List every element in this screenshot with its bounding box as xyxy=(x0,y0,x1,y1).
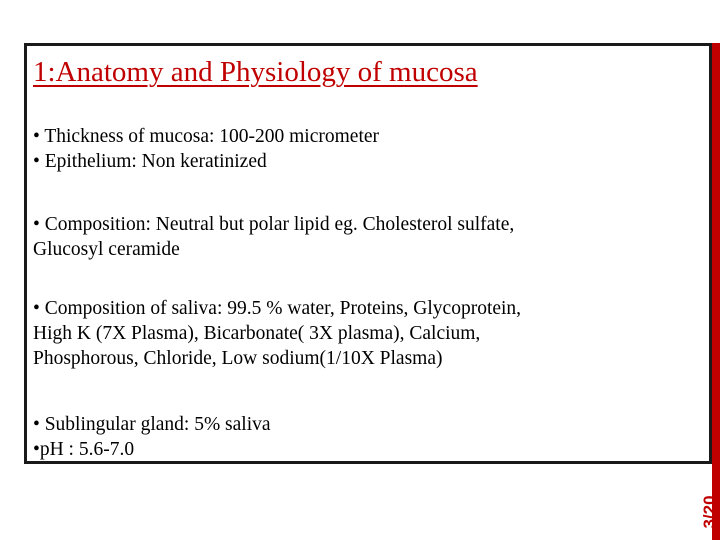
slide-title: 1:Anatomy and Physiology of mucosa xyxy=(33,56,478,88)
bullet-saliva-line-2: High K (7X Plasma), Bicarbonate( 3X plasma), Calcium, xyxy=(33,323,481,344)
bullet-composition-line-2: Glucosyl ceramide xyxy=(33,239,180,260)
bullet-block-thickness xyxy=(33,124,693,174)
bullet-sublingual: • Sublingular gland: 5% saliva xyxy=(33,414,271,435)
bullet-ph: •pH : 5.6-7.0 xyxy=(33,439,135,460)
page-number: 3/20 xyxy=(700,495,719,529)
bullet-block-sublingual xyxy=(33,412,693,462)
bullet-block-composition xyxy=(33,212,693,262)
bullet-composition-line-1: • Composition: Neutral but polar lipid eg. Cholesterol sulfate, xyxy=(33,214,515,235)
bullet-thickness: • Thickness of mucosa: 100-200 micrometer xyxy=(33,126,380,147)
bullet-epithelium: • Epithelium: Non keratinized xyxy=(33,151,267,172)
bullet-saliva-line-3: Phosphorous, Chloride, Low sodium(1/10X Plasma) xyxy=(33,348,443,369)
bullet-block-saliva xyxy=(33,296,693,371)
accent-bar xyxy=(712,43,720,540)
bullet-saliva-line-1: • Composition of saliva: 99.5 % water, Proteins, Glycoprotein, xyxy=(33,298,522,319)
